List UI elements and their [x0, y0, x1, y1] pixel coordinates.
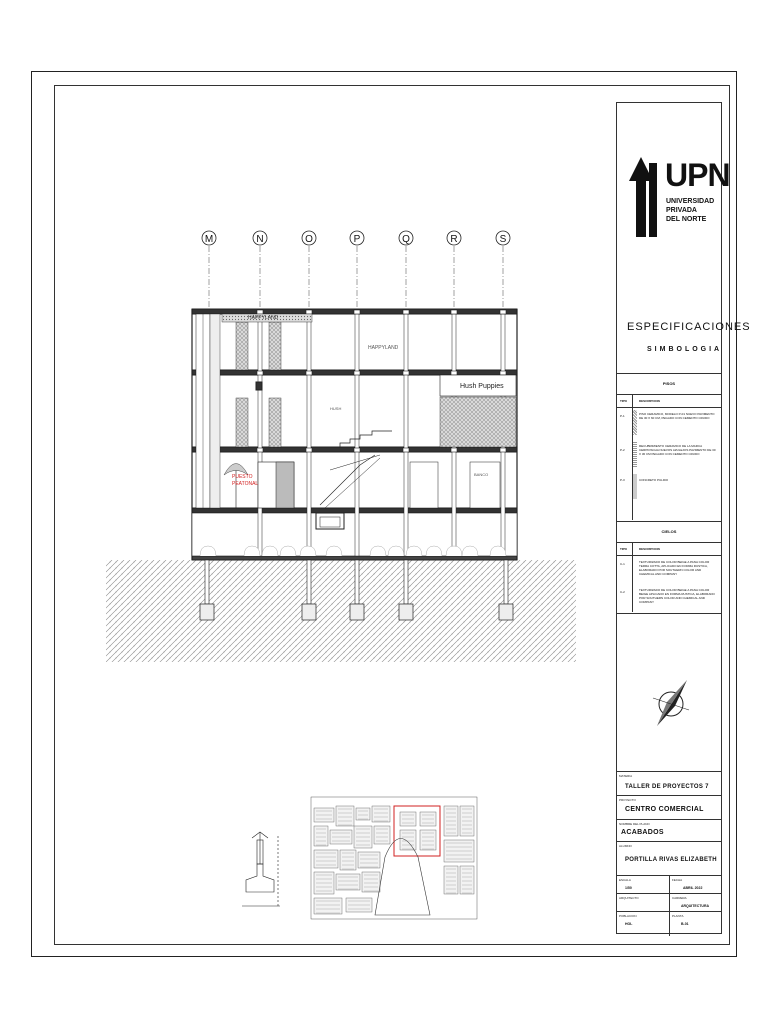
- pisos-row3-desc: CONCRETO PULIDO: [639, 478, 669, 482]
- keyplan-store: [372, 806, 390, 822]
- column-cap: [403, 448, 409, 452]
- pisos-col-tipo: TIPO: [620, 399, 628, 403]
- materia-label: MATERIA: [619, 774, 633, 778]
- pisos-row2-desc: RECUBRIMIENTO CERAMICO DE LA MARCA CERPIOSCHA NUEVOS AZULEJOS PAVIMENTO DE 30 X 30 CM PEGADO CON CEMENTO CRUDO: [639, 444, 716, 456]
- footing: [350, 604, 364, 620]
- plano-label: NOMBRE DEL PLANO: [619, 822, 650, 826]
- label-happyland-floor: HAPPYLAND: [368, 345, 399, 351]
- proyecto-value: CENTRO COMERCIAL: [625, 806, 704, 813]
- alumno-label: ALUMNO: [619, 844, 632, 848]
- keyplan-store: [336, 874, 360, 890]
- pisos-col-desc: DESCRIPCION: [639, 399, 660, 403]
- column-cap: [306, 371, 312, 375]
- north-arrow-section: [617, 613, 721, 771]
- axis-label-O: O: [305, 234, 313, 245]
- axis-label-S: S: [499, 234, 507, 245]
- column-cap: [500, 310, 506, 314]
- brand-name: UPN: [665, 157, 730, 193]
- field-plano: [617, 819, 721, 841]
- alumno-value: PORTILLA RIVAS ELIZABETH: [625, 857, 717, 863]
- cielos-row2-desc: TEXTURIZADO DE COLOR BEIGE A PANA COLOR BEIGE APLICADO EN FORMA RUSTICA, ELABORADO POR SOUTHERN COLOR AND CHEMICAL AND COMPANY: [639, 588, 715, 604]
- column-cap: [451, 448, 457, 452]
- column-cap: [403, 310, 409, 314]
- cielos-col-tipo: TIPO: [620, 547, 628, 551]
- univ-line-1: UNIVERSIDAD: [666, 198, 715, 205]
- column-cap: [306, 310, 312, 314]
- column-cap: [306, 448, 312, 452]
- escala-value: 1/50: [625, 886, 632, 890]
- key-plan: [311, 797, 477, 919]
- column-cap: [257, 310, 263, 314]
- axis-label-R: R: [450, 234, 458, 245]
- pile: [307, 560, 311, 604]
- pile: [504, 560, 508, 604]
- cielos-table: [617, 521, 721, 611]
- cielos-col-desc: DESCRIPCION: [639, 547, 660, 551]
- field-proyecto: [617, 795, 721, 819]
- cielos-row2-tipo: C-2: [620, 590, 625, 594]
- escala-label: ESCALA: [619, 878, 631, 882]
- pisos-header: PISOS: [662, 381, 676, 386]
- column-cap: [257, 371, 263, 375]
- pile: [404, 560, 408, 604]
- axis-label-P: P: [353, 234, 361, 245]
- fecha-value: ABRIL 2022: [683, 886, 703, 890]
- pisos-row2-tipo: P-2: [620, 448, 625, 452]
- footing: [499, 604, 513, 620]
- column: [355, 314, 359, 556]
- carrera-label: CARRERA: [672, 896, 687, 900]
- column-cap: [451, 310, 457, 314]
- label-banco: BANCO: [474, 472, 489, 477]
- pisos-row1-desc: PISO CERAMICO, MODELO P-01 NUEVO PAVIMENTO DE 30 X 60 CM, PEGADO CON CEMENTO CRUDO: [639, 412, 715, 420]
- column-cap: [403, 371, 409, 375]
- label-puesto-line2: PEATONAL: [232, 481, 259, 487]
- column-cap: [257, 448, 263, 452]
- cielos-header: CIELOS: [661, 529, 677, 534]
- column-cap: [354, 310, 360, 314]
- pisos-row3-tipo: P-3: [620, 478, 625, 482]
- title-block: [616, 102, 751, 934]
- column-cap: [500, 448, 506, 452]
- column: [307, 314, 311, 556]
- label-hush-puppies: Hush Puppies: [460, 383, 504, 390]
- proyecto-label: PROYECTO: [619, 798, 636, 802]
- arquitecto-label: ARQUITECTO: [619, 896, 639, 900]
- label-puesto-line1: PUESTO: [232, 474, 253, 480]
- keyplan-store: [356, 808, 370, 820]
- footing: [302, 604, 316, 620]
- keyplan-store: [444, 866, 458, 894]
- field-arquitecto-carrera: [617, 893, 721, 911]
- label-puesto: [232, 474, 258, 487]
- pile: [205, 560, 209, 604]
- footing-detail: [242, 832, 280, 906]
- plano-value: ACABADOS: [621, 829, 664, 836]
- column-cap: [500, 371, 506, 375]
- univ-line-2: PRIVADA: [666, 207, 697, 214]
- north-arrow-icon: [617, 614, 721, 770]
- column-cap: [354, 371, 360, 375]
- pisos-table: [617, 373, 721, 519]
- field-poblacion-planta: [617, 911, 721, 935]
- axis-label-N: N: [256, 234, 264, 245]
- axis-label-Q: Q: [402, 234, 410, 245]
- cielos-row1-desc: TEXTURIZADO DE COLOR BEIGE A PANA COLOR TERRA COTTA, APLICADO EN FORMA RUSTICA, ELABORADO POR SOUTHERN COLOR AND CHEMICAL AND COMPANY: [639, 560, 710, 576]
- footing: [200, 604, 214, 620]
- planta-value: B-01: [681, 922, 689, 926]
- pisos-row1-tipo: P-1: [620, 414, 625, 418]
- planta-label: PLANTA: [672, 914, 684, 918]
- specifications-title: ESPECIFICACIONES: [627, 321, 751, 333]
- poblacion-value: HOL: [625, 922, 633, 926]
- fecha-label: FECHA: [672, 878, 683, 882]
- carrera-value: ARQUITECTURA: [681, 904, 709, 908]
- field-materia: [617, 771, 721, 795]
- keyplan-store: [374, 826, 390, 844]
- column: [258, 314, 262, 556]
- field-escala-fecha: [617, 875, 721, 893]
- university-name: [666, 197, 714, 224]
- field-alumno: [617, 841, 721, 875]
- materia-value: TALLER DE PROYECTOS 7: [625, 784, 709, 790]
- cielos-row1-tipo: C-1: [620, 562, 625, 566]
- label-happyland-top: HAPPYLAND: [248, 315, 279, 321]
- column-cap: [354, 448, 360, 452]
- keyplan-store: [358, 852, 380, 868]
- univ-line-3: DEL NORTE: [666, 216, 707, 223]
- footing: [399, 604, 413, 620]
- poblacion-label: POBLACION: [619, 914, 637, 918]
- axis-label-M: M: [204, 234, 214, 245]
- column: [404, 314, 408, 556]
- label-hush-floor: HUSH: [330, 406, 342, 411]
- column-cap: [451, 371, 457, 375]
- keyplan-store: [314, 898, 342, 914]
- keyplan-store: [460, 866, 474, 894]
- symbology-title: SIMBOLOGIA: [647, 346, 723, 353]
- pile: [355, 560, 359, 604]
- keyplan-store: [314, 850, 338, 868]
